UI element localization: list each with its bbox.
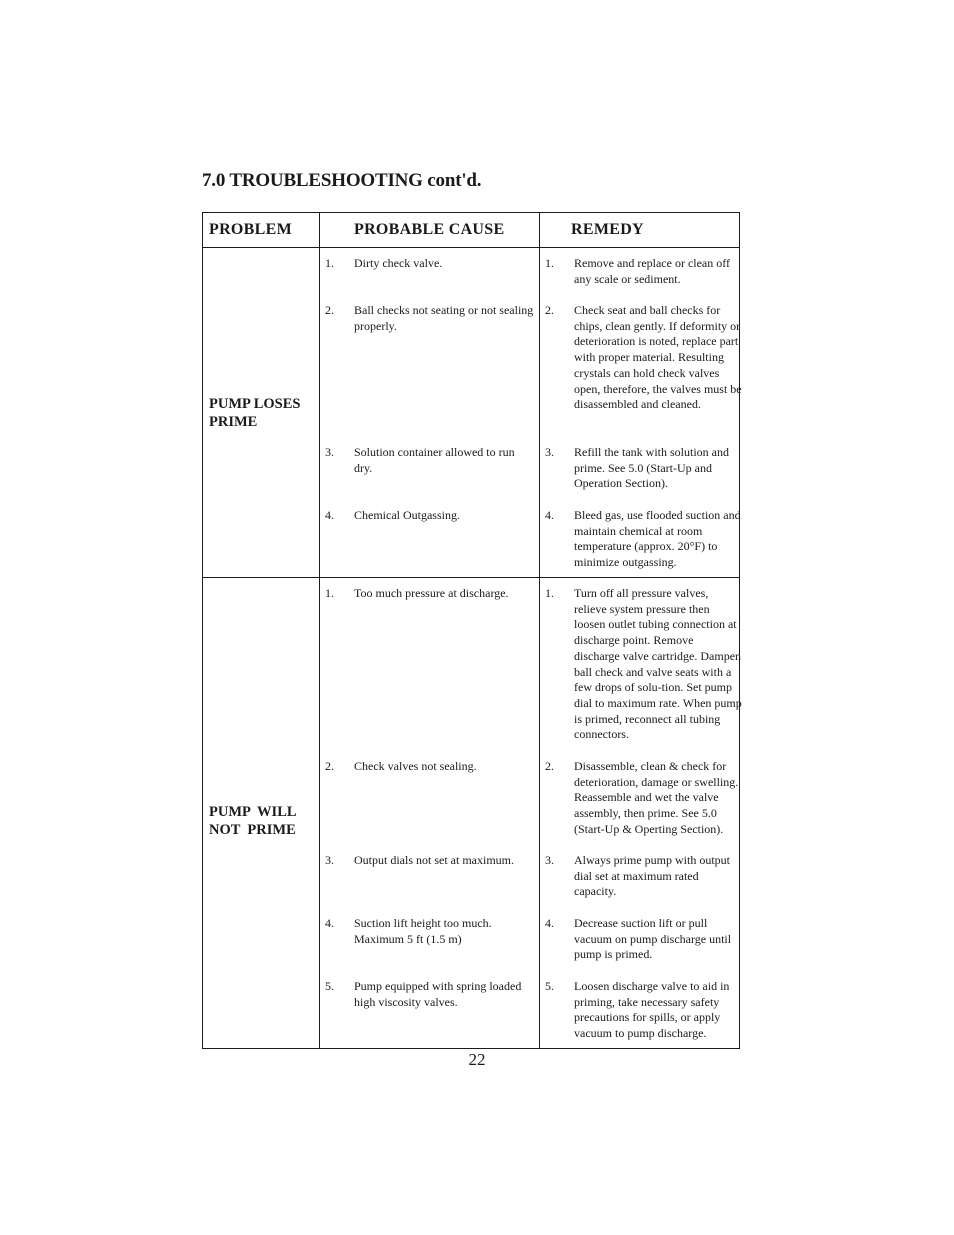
cause-text: Chemical Outgassing. [354,508,460,522]
item-number: 4. [545,916,554,930]
cause-text: Pump equipped with spring loaded high viscosity valves. [354,979,522,1009]
item-number: 4. [325,508,334,522]
item-number: 2. [545,759,554,773]
column-divider [539,213,540,1048]
header-remedy: REMEDY [571,221,644,238]
remedy-text: Check seat and ball checks for chips, clean gently. If deformity or deterioration is noted, replace part with proper material. Resulting crystals can hold check valves open, therefore, the valves must be disassembled and cleaned. [574,303,742,412]
item-number: 5. [545,979,554,993]
cause-text: Ball checks not seating or not sealing properly. [354,303,534,333]
item-number: 3. [325,853,334,867]
problem-label: PUMP LOSES PRIME [209,396,301,430]
item-number: 4. [325,916,334,930]
remedy-text: Bleed gas, use flooded suction and maintain chemical at room temperature (approx. 20°F) to minimize outgassing. [574,508,741,570]
remedy-text: Turn off all pressure valves, relieve system pressure then loosen outlet tubing connection at discharge point. Remove discharge valve cartridge. Dampen ball check and valve seats with a few drops of solu-tion. Set pump dial to maximum rate. When pump is primed, reconnect all tubing connectors. [574,586,742,742]
column-divider [319,213,320,1048]
troubleshooting-table [202,212,740,1049]
item-number: 5. [325,979,334,993]
remedy-text: Decrease suction lift or pull vacuum on pump discharge until pump is primed. [574,916,732,962]
remedy-text: Remove and replace or clean off any scale or sediment. [574,256,731,286]
item-number: 1. [545,256,554,270]
item-number: 3. [545,853,554,867]
cause-text: Check valves not sealing. [354,759,477,773]
problem-label: PUMP WILL NOT PRIME [209,804,300,838]
cause-text: Output dials not set at maximum. [354,853,514,867]
remedy-text: Disassemble, clean & check for deterioration, damage or swelling. Reassemble and wet the valve assembly, then prime. See 5.0 (Start-Up & Operting Section). [574,759,739,836]
group-divider [203,577,739,578]
item-number: 2. [545,303,554,317]
item-number: 2. [325,759,334,773]
remedy-text: Loosen discharge valve to aid in priming, take necessary safety precautions for spills, or apply vacuum to pump discharge. [574,979,730,1041]
header-divider [203,247,739,248]
cause-text: Dirty check valve. [354,256,443,270]
item-number: 1. [545,586,554,600]
remedy-text: Refill the tank with solution and prime. See 5.0 (Start-Up and Operation Section). [574,445,729,491]
item-number: 2. [325,303,334,317]
item-number: 3. [545,445,554,459]
remedy-text: Always prime pump with output dial set at maximum rated capacity. [574,853,730,899]
item-number: 3. [325,445,334,459]
header-problem: PROBLEM [209,221,292,238]
cause-text: Too much pressure at discharge. [354,586,509,600]
item-number: 4. [545,508,554,522]
item-number: 1. [325,586,334,600]
item-number: 1. [325,256,334,270]
cause-text: Solution container allowed to run dry. [354,445,515,475]
cause-text: Suction lift height too much. Maximum 5 ft (1.5 m) [354,916,492,946]
section-title: 7.0 TROUBLESHOOTING cont'd. [202,170,482,191]
page-number: 22 [468,1050,486,1069]
header-probable-cause: PROBABLE CAUSE [354,221,505,238]
